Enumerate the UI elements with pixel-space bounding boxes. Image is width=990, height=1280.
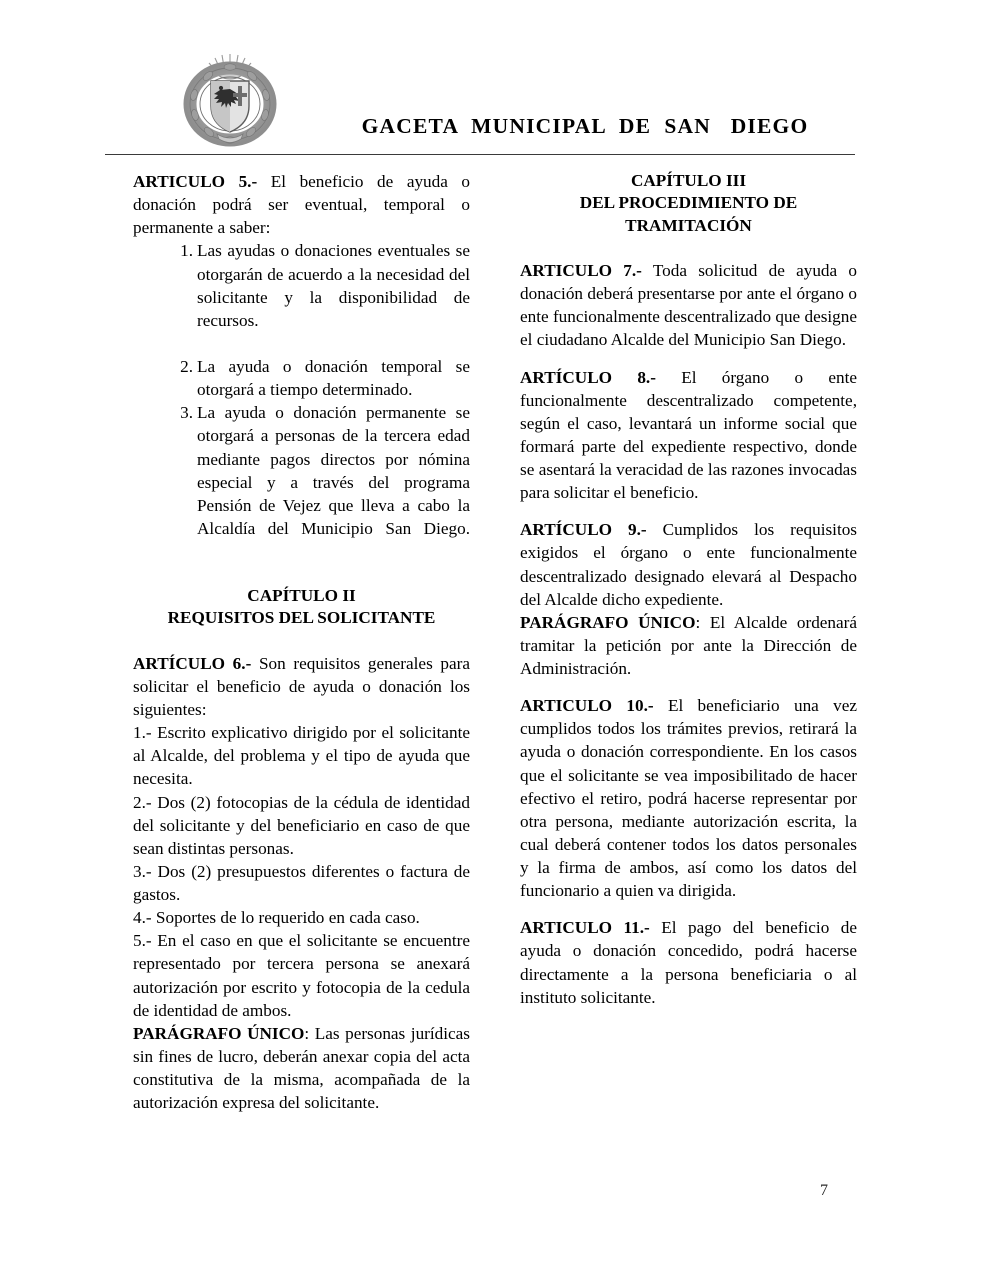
list-text: Las ayudas o donaciones eventuales se otorgarán de acuerdo a la necesidad del solicitante y la disponibilidad de recursos. [197, 241, 470, 330]
left-paragrafo-unico [133, 1022, 470, 1115]
requirement-2: 2.- Dos (2) fotocopias de la cédula de identidad del solicitante y del beneficiario en caso de que sean distintas personas. [133, 792, 470, 858]
article-5-body: El beneficio de ayuda o donación podrá ser eventual, temporal o permanente a saber: [133, 172, 470, 238]
right-paragrafo-unico [520, 611, 857, 680]
article-10-label: ARTICULO 10.- [520, 696, 654, 716]
article-9-label: ARTÍCULO 9.- [520, 520, 647, 540]
list-text: La ayuda o donación permanente se otorgará a personas de la tercera edad mediante pagos directos por nómina especial y a través del programa Pensión de Vejez que lleva a cabo la Alcaldía del Municipio San Diego. [197, 403, 470, 538]
article-7-paragraph [520, 259, 857, 352]
article-7-body: Toda solicitud de ayuda o donación deberá presentarse por ante el órgano o ente funcionalmente descentralizado que designe el ciudadano Alcalde del Municipio San Diego. [520, 261, 858, 350]
article-11-body: El pago del beneficio de ayuda o donación concedido, podrá hacerse directamente a la persona beneficiaria o al instituto solicitante. [520, 918, 857, 1007]
chapter-3-line-3: TRAMITACIÓN [625, 215, 752, 235]
chapter-3-line-2: DEL PROCEDIMIENTO DE [579, 193, 798, 213]
article-8-paragraph [520, 366, 857, 505]
article-7-label: ARTICULO 7.- [520, 261, 642, 281]
list-text: La ayuda o donación temporal se otorgará a tiempo determinado. [197, 357, 470, 400]
left-paragrafo-unico-label: PARÁGRAFO ÚNICO [133, 1023, 305, 1043]
masthead [105, 48, 855, 152]
list-marker: 1. [180, 241, 193, 261]
right-paragrafo-unico-body: : El Alcalde ordenará tramitar la petición por ante la Dirección de Administración. [520, 612, 857, 679]
article-9-paragraph [520, 518, 857, 611]
article-5-list [133, 239, 470, 563]
list-marker: 2. [180, 357, 193, 376]
requirement-4: 4.- Soportes de lo requerido en cada caso. [133, 908, 420, 928]
article-10-body: El beneficiario una vez cumplidos todos los trámites previos, retirará la ayuda o donación correspondiente. En los casos que el solicitante se vea imposibilitado de hacer efectivo el retiro, podrá hacerse representar por otra persona, mediante autorización escrita, la cual deberá contener todos los datos personales y la firma de ambos, así como los datos del funcionario a quien va dirigida. [520, 696, 857, 901]
article-8-label: ARTÍCULO 8.- [520, 367, 656, 387]
article-10-paragraph [520, 694, 857, 902]
right-column [520, 170, 857, 1009]
article-11-paragraph [520, 916, 857, 1009]
right-paragrafo-unico-label: PARÁGRAFO ÚNICO [520, 612, 696, 632]
list-marker: 3. [180, 403, 193, 423]
chapter-2-heading [133, 585, 470, 630]
left-column [133, 170, 470, 1114]
article-6-body: Son requisitos generales para solicitar el beneficio de ayuda o donación los siguientes: [133, 653, 470, 720]
page-number: 7 [820, 1182, 828, 1199]
requirement-1: 1.- Escrito explicativo dirigido por el solicitante al Alcalde, del problema y el tipo de ayuda que necesita. [133, 723, 470, 789]
page-title: GACETA MUNICIPAL DE SAN DIEGO [361, 114, 809, 138]
article-6-paragraph [133, 652, 470, 721]
coat-of-arms-icon [177, 48, 283, 152]
chapter-2-line-2: REQUISITOS DEL SOLICITANTE [167, 608, 436, 628]
chapter-2-line-1: CAPÍTULO II [247, 586, 356, 606]
chapter-3-line-1: CAPÍTULO III [630, 171, 747, 190]
list-item [133, 239, 470, 355]
requirement-3: 3.- Dos (2) presupuestos diferentes o factura de gastos. [133, 861, 470, 905]
article-9-body: Cumplidos los requisitos exigidos el órgano o ente funcionalmente descentralizado designado elevará al Despacho del Alcalde dicho expediente. [520, 520, 857, 609]
list-item [133, 355, 470, 401]
header-divider [105, 154, 855, 155]
article-8-body: El órgano o ente funcionalmente descentralizado competente, según el caso, levantará un informe social que formará parte del expediente respectivo, donde se asentará la veracidad de las razones invocadas para solicitar el beneficio. [520, 367, 857, 503]
left-paragrafo-unico-body: : Las personas jurídicas sin fines de lucro, deberán anexar copia del acta constitutiva de la misma, acompañada de la autorización expresa del solicitante. [133, 1023, 470, 1113]
requirement-5: 5.- En el caso en que el solicitante se encuentre representado por tercera persona se anexará autorización por escrito y fotocopia de la cedula de identidad de ambos. [133, 931, 470, 1020]
article-5-paragraph [133, 170, 470, 239]
article-5-label: ARTICULO 5.- [133, 172, 258, 191]
article-11-label: ARTICULO 11.- [520, 918, 650, 938]
list-item [133, 401, 470, 563]
chapter-3-heading [520, 170, 857, 237]
article-6-label: ARTÍCULO 6.- [133, 653, 252, 673]
